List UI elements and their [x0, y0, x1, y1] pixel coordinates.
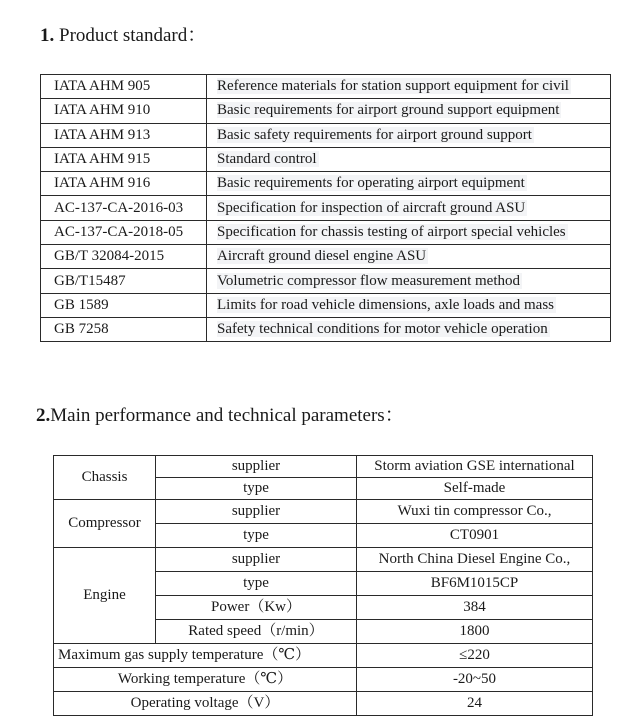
standard-description: Specification for chassis testing of airport special vehicles — [217, 223, 566, 240]
standard-description: Aircraft ground diesel engine ASU — [217, 248, 427, 265]
table-row — [41, 245, 611, 269]
standard-code: IATA AHM 905 — [41, 75, 207, 99]
section-2-title: Main performance and technical parameters： — [50, 405, 404, 426]
compressor-label: Compressor — [54, 500, 156, 548]
standard-description-cell — [207, 293, 611, 317]
table-row — [41, 269, 611, 293]
standard-description: Basic requirements for operating airport equipment — [217, 175, 525, 192]
table-row — [54, 644, 593, 668]
standard-description-cell — [207, 220, 611, 244]
table-row — [54, 668, 593, 692]
standard-description: Standard control — [217, 151, 317, 168]
standard-description-cell — [207, 147, 611, 171]
table-row — [41, 123, 611, 147]
standard-description: Specification for inspection of aircraft ground ASU — [217, 199, 526, 216]
standard-description-cell — [207, 196, 611, 220]
standard-description-cell — [207, 172, 611, 196]
engine-power-value: 384 — [357, 596, 593, 620]
product-standard-table — [40, 74, 611, 342]
table-row — [54, 692, 593, 716]
standard-description: Basic safety requirements for airport ground support — [217, 126, 532, 143]
engine-power-label: Power（Kw） — [156, 596, 357, 620]
compressor-type-value: CT0901 — [357, 524, 593, 548]
engine-supplier-label: supplier — [156, 548, 357, 572]
section-1-number: 1. — [40, 25, 55, 46]
compressor-supplier-label: supplier — [156, 500, 357, 524]
standard-description-cell — [207, 245, 611, 269]
operating-voltage-value: 24 — [357, 692, 593, 716]
standard-description-cell — [207, 123, 611, 147]
working-temp-label: Working temperature（℃） — [54, 668, 357, 692]
compressor-supplier-value: Wuxi tin compressor Co., — [357, 500, 593, 524]
standard-code: GB 7258 — [41, 317, 207, 341]
chassis-supplier-value: Storm aviation GSE international — [357, 456, 593, 478]
table-row — [54, 500, 593, 524]
section-2-heading — [36, 400, 404, 427]
engine-type-value: BF6M1015CP — [357, 572, 593, 596]
standard-description-cell — [207, 269, 611, 293]
table-row — [54, 548, 593, 572]
table-row — [41, 172, 611, 196]
table-row — [54, 456, 593, 478]
operating-voltage-label: Operating voltage（V） — [54, 692, 357, 716]
table-row — [41, 147, 611, 171]
standard-code: GB/T 32084-2015 — [41, 245, 207, 269]
standard-code: GB/T15487 — [41, 269, 207, 293]
standard-description: Safety technical conditions for motor vehicle operation — [217, 321, 548, 338]
standard-code: IATA AHM 915 — [41, 147, 207, 171]
engine-supplier-value: North China Diesel Engine Co., — [357, 548, 593, 572]
section-1-heading — [40, 20, 206, 47]
engine-speed-value: 1800 — [357, 620, 593, 644]
chassis-type-label: type — [156, 478, 357, 500]
standard-description-cell — [207, 99, 611, 123]
table-row — [41, 75, 611, 99]
standard-code: AC-137-CA-2018-05 — [41, 220, 207, 244]
standard-description: Limits for road vehicle dimensions, axle loads and mass — [217, 296, 555, 313]
standard-code: IATA AHM 916 — [41, 172, 207, 196]
engine-type-label: type — [156, 572, 357, 596]
max-gas-temp-label: Maximum gas supply temperature（℃） — [54, 644, 357, 668]
standard-description: Volumetric compressor flow measurement method — [217, 272, 520, 289]
table-row — [41, 293, 611, 317]
table-row — [41, 196, 611, 220]
section-2-number: 2. — [36, 405, 51, 426]
table-row — [41, 220, 611, 244]
table-row — [41, 317, 611, 341]
chassis-supplier-label: supplier — [156, 456, 357, 478]
engine-label: Engine — [54, 548, 156, 644]
standard-description-cell — [207, 75, 611, 99]
working-temp-value: -20~50 — [357, 668, 593, 692]
standard-description-cell — [207, 317, 611, 341]
table-row — [41, 99, 611, 123]
section-1-title: Product standard： — [54, 25, 207, 46]
standard-code: IATA AHM 910 — [41, 99, 207, 123]
standard-description: Basic requirements for airport ground support equipment — [217, 102, 560, 119]
chassis-type-value: Self-made — [357, 478, 593, 500]
chassis-label: Chassis — [54, 456, 156, 500]
engine-speed-label: Rated speed（r/min） — [156, 620, 357, 644]
compressor-type-label: type — [156, 524, 357, 548]
standard-code: IATA AHM 913 — [41, 123, 207, 147]
technical-parameters-table — [53, 455, 593, 716]
standard-description: Reference materials for station support equipment for civil — [217, 78, 569, 95]
max-gas-temp-value: ≤220 — [357, 644, 593, 668]
standard-code: GB 1589 — [41, 293, 207, 317]
standard-code: AC-137-CA-2016-03 — [41, 196, 207, 220]
